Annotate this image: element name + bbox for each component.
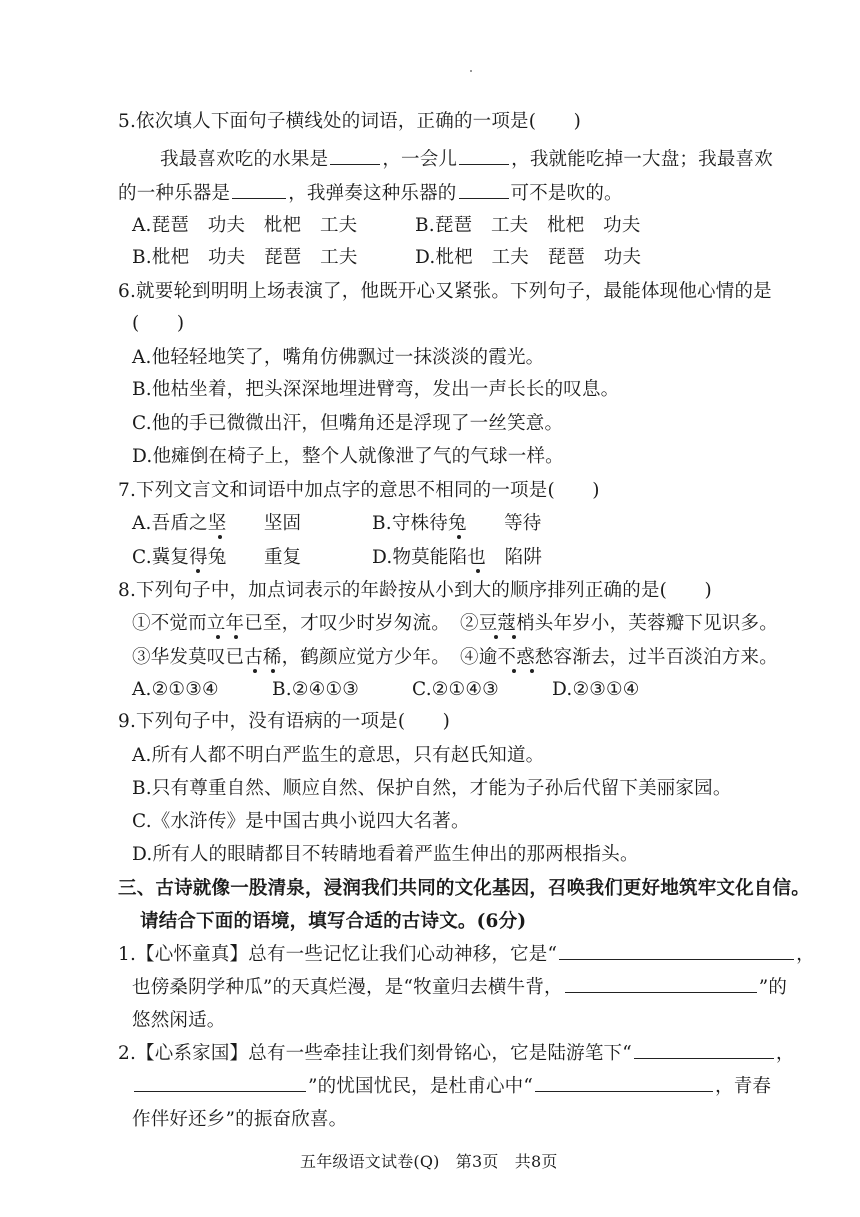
q7-option-d[interactable]: D.物莫能陷也 陷阱 <box>372 547 543 568</box>
q6-answer-paren[interactable]: ( ) <box>132 313 185 334</box>
p1-text: ， <box>796 944 815 965</box>
q5-text: 的一种乐器是 <box>118 183 231 204</box>
q6-stem: 6.就要轮到明明上场表演了，他既开心又紧张。下列句子，最能体现他心情的是 <box>118 281 772 302</box>
p2-blank-2[interactable] <box>134 1073 306 1092</box>
q6-option-d[interactable]: D.他瘫倒在椅子上，整个人就像泄了气的气球一样。 <box>132 446 564 467</box>
q5-text: 我最喜欢吃的水果是 <box>160 149 329 170</box>
q5-text: ，我就能吃掉一大盘；我最喜欢 <box>511 149 773 170</box>
p2-line1 <box>118 1040 795 1068</box>
emphasis-dot <box>234 635 238 639</box>
emphasis-dot <box>253 669 257 673</box>
emphasis-dot <box>512 635 516 639</box>
q8-sentence-1: ①不觉而立年已至，才叹少时岁匆流。 <box>132 613 450 634</box>
p1-text: 也傍桑阴学种瓜”的天真烂漫，是“牧童归去横牛背， <box>132 977 563 998</box>
q7-stem: 7.下列文言文和词语中加点字的意思不相同的一项是( ) <box>118 480 600 501</box>
emphasis-dot <box>216 635 220 639</box>
p2-text: ”的忧国忧民，是杜甫心中“ <box>308 1076 534 1097</box>
p1-line3: 悠然闲适。 <box>132 1010 226 1031</box>
q5-option-c[interactable]: B.枇杷 功夫 琵琶 工夫 <box>132 247 358 268</box>
q9-stem: 9.下列句子中，没有语病的一项是( ) <box>118 711 451 732</box>
emphasis-dot <box>218 535 222 539</box>
q5-blank-3[interactable] <box>232 180 286 199</box>
section3-instruction: 请结合下面的语境，填写合适的古诗文。(6分) <box>140 911 527 932</box>
emphasis-dot <box>512 669 516 673</box>
q8-sentence-2: ②豆蔻梢头年岁小，芙蓉瓣下见识多。 <box>460 613 778 634</box>
p2-line3: 作伴好还乡”的振奋欣喜。 <box>132 1109 348 1130</box>
emphasis-dot <box>271 669 275 673</box>
q8-sentence-3: ③华发莫叹已古稀，鹤颜应觉方少年。 <box>132 647 450 668</box>
q5-text: ，我弹奏这种乐器的 <box>288 183 457 204</box>
p1-text: 1.【心怀童真】总有一些记忆让我们心动神移，它是“ <box>118 944 558 965</box>
q7-option-b[interactable]: B.守株待兔 等待 <box>372 513 542 534</box>
emphasis-dot <box>196 569 200 573</box>
p1-blank-1[interactable] <box>559 941 794 960</box>
p1-line2 <box>132 974 787 1002</box>
q6-option-c[interactable]: C.他的手已微微出汗，但嘴角还是浮现了一丝笑意。 <box>132 413 564 434</box>
emphasis-dot <box>476 569 480 573</box>
q8-option-b[interactable]: B.②④①③ <box>272 679 360 700</box>
q6-option-a[interactable]: A.他轻轻地笑了，嘴角仿佛飘过一抹淡淡的霞光。 <box>132 347 545 368</box>
q5-blank-2[interactable] <box>459 146 509 165</box>
p2-blank-1[interactable] <box>634 1040 774 1059</box>
q6-option-b[interactable]: B.他枯坐着，把头深深地埋进臂弯，发出一声长长的叹息。 <box>132 379 620 400</box>
emphasis-dot <box>457 535 461 539</box>
p2-text: ，青春 <box>715 1076 772 1097</box>
q8-option-d[interactable]: D.②③①④ <box>552 679 640 700</box>
q8-sentence-4: ④逾不惑愁容渐去，过半百淡泊方来。 <box>460 647 778 668</box>
q9-option-c[interactable]: C.《水浒传》是中国古典小说四大名著。 <box>132 811 470 832</box>
q8-stem: 8.下列句子中，加点词表示的年龄按从小到大的顺序排列正确的是( ) <box>118 580 712 601</box>
q5-sentence-line1 <box>160 146 773 174</box>
p2-text: 2.【心系家国】总有一些牵挂让我们刻骨铭心，它是陆游笔下“ <box>118 1043 632 1064</box>
q5-option-b[interactable]: B.琵琶 工夫 枇杷 功夫 <box>415 215 641 236</box>
q9-option-a[interactable]: A.所有人都不明白严监生的意思，只有赵氏知道。 <box>132 745 545 766</box>
p1-blank-2[interactable] <box>565 974 757 993</box>
q5-option-d[interactable]: D.枇杷 工夫 琵琶 功夫 <box>415 247 642 268</box>
q5-text: 可不是吹的。 <box>510 183 623 204</box>
p2-blank-3[interactable] <box>535 1073 713 1092</box>
q7-option-a[interactable]: A.吾盾之坚 坚固 <box>132 513 302 534</box>
scan-speck <box>470 70 472 72</box>
page-footer: 五年级语文试卷(Q) 第3页 共8页 <box>300 1152 558 1171</box>
q5-stem: 5.依次填人下面句子横线处的词语，正确的一项是( ) <box>118 111 581 132</box>
q5-option-a[interactable]: A.琵琶 功夫 枇杷 工夫 <box>132 215 358 236</box>
p1-line1 <box>118 941 815 969</box>
q9-option-b[interactable]: B.只有尊重自然、顺应自然、保护自然，才能为子孙后代留下美丽家园。 <box>132 778 732 799</box>
emphasis-dot <box>494 635 498 639</box>
q9-option-d[interactable]: D.所有人的眼睛都目不转睛地看着严监生伸出的那两根指头。 <box>132 844 639 865</box>
q8-option-c[interactable]: C.②①④③ <box>412 679 499 700</box>
p2-line2 <box>132 1073 771 1101</box>
q8-option-a[interactable]: A.②①③④ <box>132 679 219 700</box>
q7-option-c[interactable]: C.冀复得兔 重复 <box>132 547 302 568</box>
q5-sentence-line2 <box>118 180 623 208</box>
p1-text: ”的 <box>758 977 788 998</box>
p2-text: ， <box>775 1043 795 1064</box>
q5-blank-1[interactable] <box>330 146 380 165</box>
q5-blank-4[interactable] <box>459 180 509 199</box>
section3-heading: 三、古诗就像一股清泉，浸润我们共同的文化基因，召唤我们更好地筑牢文化自信。 <box>118 878 810 899</box>
emphasis-dot <box>530 669 534 673</box>
q5-text: ，一会儿 <box>382 149 458 170</box>
